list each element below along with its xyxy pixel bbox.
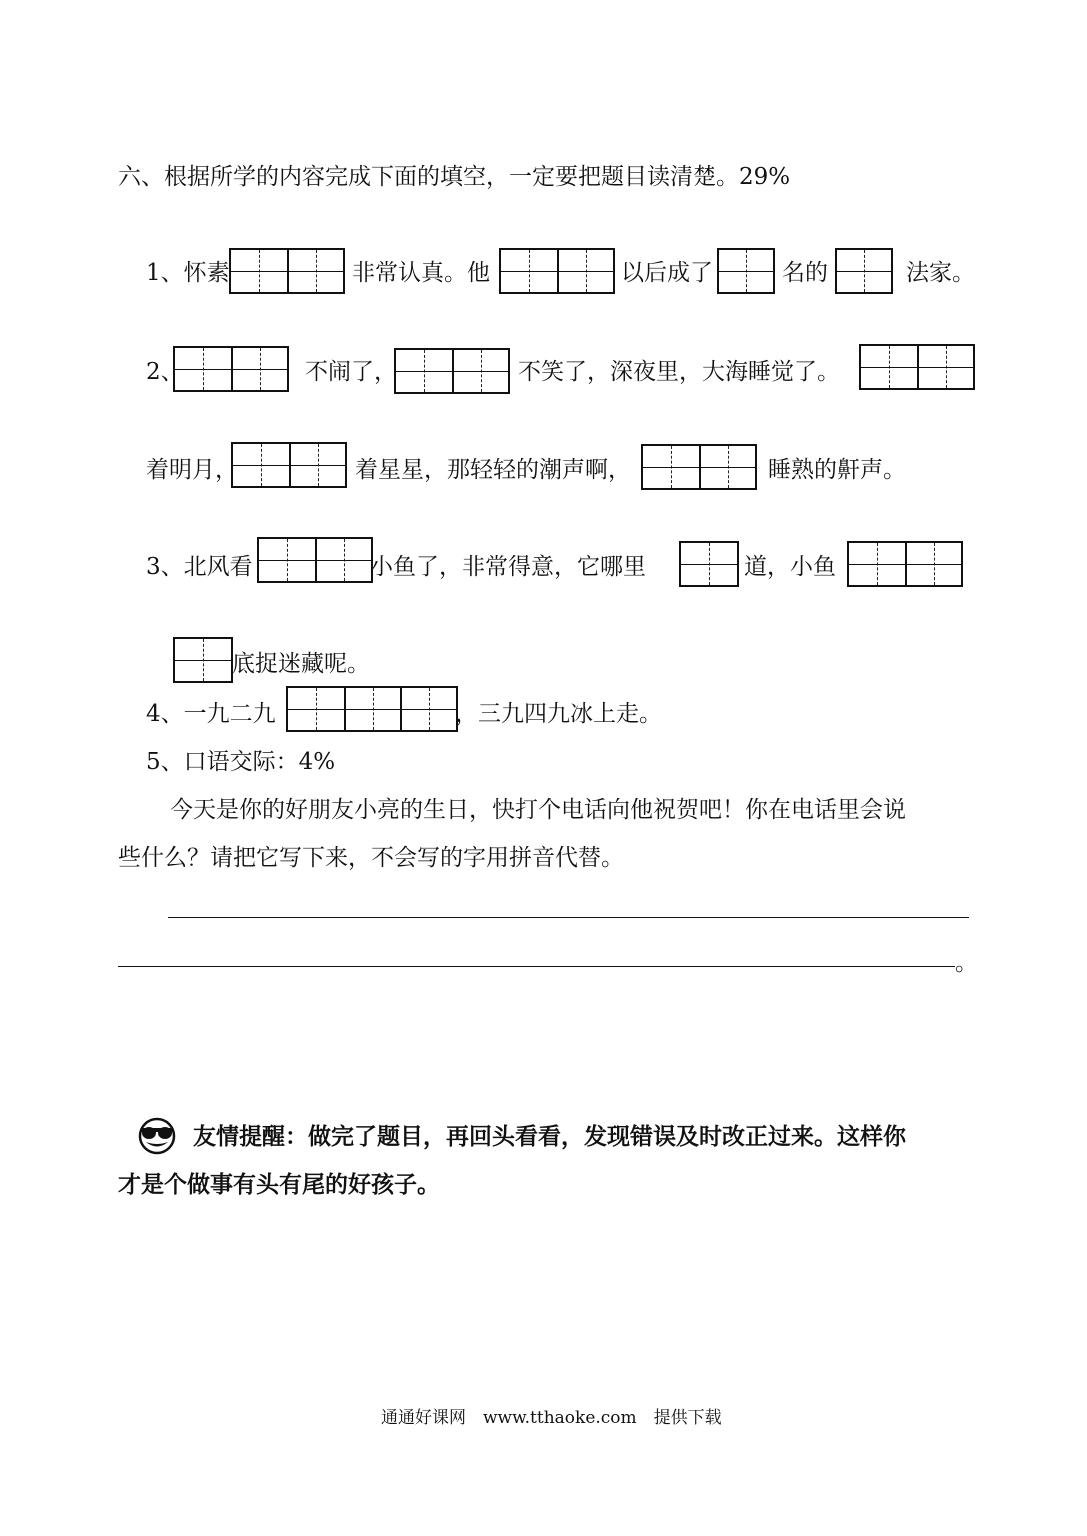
reminder-line-2: 才是个做事有头有尾的好孩子。 xyxy=(118,1171,440,1198)
q2-line2-segment-2: 着星星，那轻轻的潮声啊， xyxy=(355,457,631,483)
q1-segment-4: 名的 xyxy=(782,260,828,286)
q2-line2-segment-3: 睡熟的鼾声。 xyxy=(768,457,906,483)
reminder-line-1: 友情提醒：做完了题目，再回头看看，发现错误及时改正过来。这样你 xyxy=(193,1123,906,1150)
q3-line2-tail: 底捉迷藏呢。 xyxy=(232,651,370,677)
answer-line-2[interactable] xyxy=(118,966,955,967)
q5-paragraph-line-2: 些什么？请把它写下来，不会写的字用拼音代替。 xyxy=(118,845,624,871)
q3-writing-box-1[interactable] xyxy=(257,537,373,583)
q1-writing-box-4[interactable] xyxy=(835,248,893,294)
q2-writing-box-3[interactable] xyxy=(859,344,975,390)
q1-writing-box-1[interactable] xyxy=(229,248,345,294)
q3-segment-2: 小鱼了，非常得意，它哪里 xyxy=(370,554,646,580)
q2-writing-box-2[interactable] xyxy=(394,348,510,394)
sunglasses-face-icon xyxy=(136,1117,178,1155)
q2-writing-box-5[interactable] xyxy=(641,444,757,490)
q5-paragraph-line-1: 今天是你的好朋友小亮的生日，快打个电话向他祝贺吧！你在电话里会说 xyxy=(170,797,906,823)
page-footer: 通通好课网 www.tthaoke.com 提供下载 xyxy=(381,1408,722,1428)
q1-segment-5: 法家。 xyxy=(906,260,975,286)
q3-writing-box-3[interactable] xyxy=(847,541,963,587)
q1-segment-2: 非常认真。他 xyxy=(352,260,490,286)
q1-writing-box-2[interactable] xyxy=(499,248,615,294)
q1-writing-box-3[interactable] xyxy=(717,248,775,294)
q2-writing-box-4[interactable] xyxy=(231,442,347,488)
q1-segment-3: 以后成了 xyxy=(621,260,713,286)
q2-line2-lead: 着明月， xyxy=(146,457,238,483)
q3-writing-box-2[interactable] xyxy=(679,541,739,587)
answer-end-mark: 。 xyxy=(955,950,978,976)
q1-lead: 1、怀素 xyxy=(146,260,230,286)
q4-writing-box[interactable] xyxy=(286,686,458,732)
q4-lead: 4、一九二九 xyxy=(146,701,276,727)
q2-segment-2: 不闹了， xyxy=(305,359,397,385)
q5-title: 5、口语交际：4% xyxy=(146,749,336,775)
q3-segment-3: 道，小鱼 xyxy=(744,554,836,580)
answer-line-1[interactable] xyxy=(168,917,969,918)
q3-writing-box-4[interactable] xyxy=(173,637,233,683)
q2-writing-box-1[interactable] xyxy=(173,346,289,392)
q3-lead: 3、北风看 xyxy=(146,554,253,580)
q2-segment-3: 不笑了，深夜里，大海睡觉了。 xyxy=(518,359,840,385)
section-heading: 六、根据所学的内容完成下面的填空，一定要把题目读清楚。29% xyxy=(118,164,791,190)
q2-lead: 2、 xyxy=(146,359,184,385)
q4-tail: ，三九四九冰上走。 xyxy=(455,701,662,727)
